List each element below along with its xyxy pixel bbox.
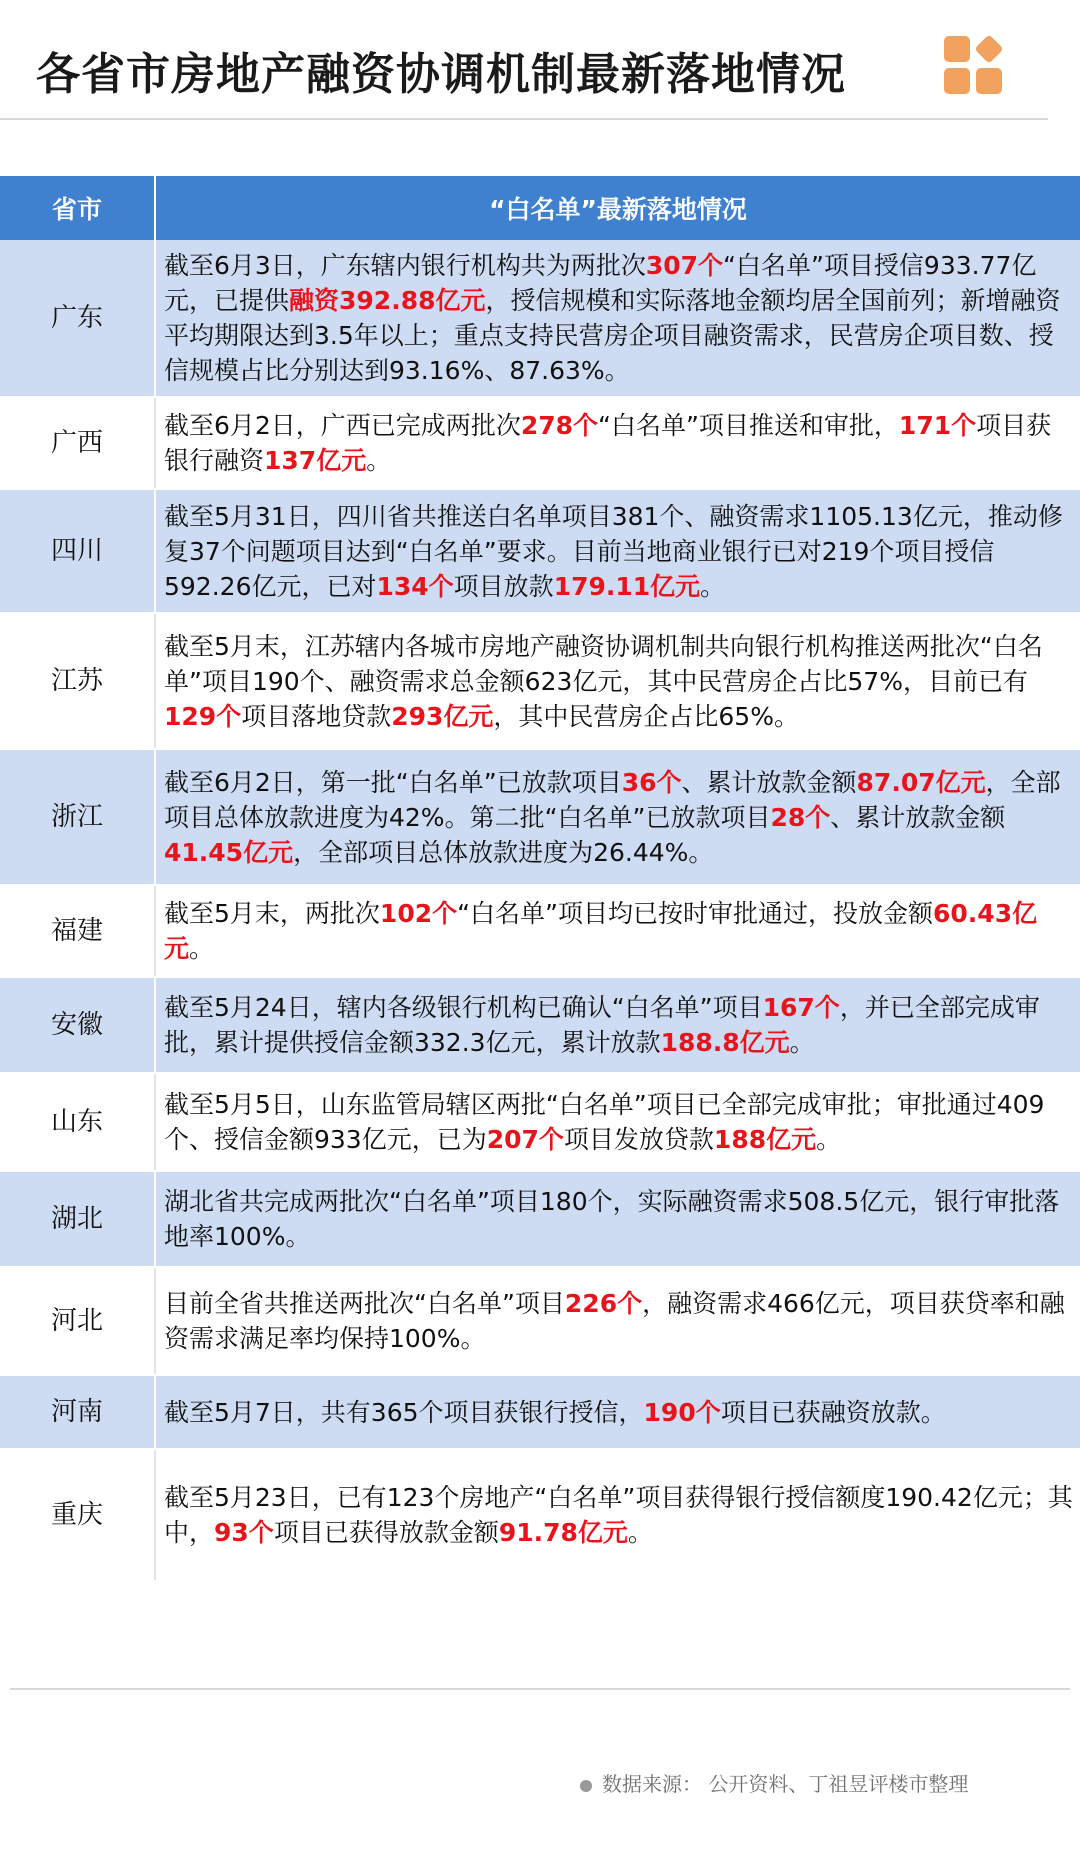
province-cell: 广东 <box>0 240 155 397</box>
status-cell <box>155 240 1080 397</box>
status-text: 项目已获得放款金额 <box>273 1518 499 1547</box>
status-text: ，融资需求466亿元，项目获贷率和融资需求满足率均保持100%。 <box>164 1289 1065 1353</box>
highlight-figure: 129个 <box>164 701 242 731</box>
status-text: 项目已获融资放款。 <box>720 1397 946 1427</box>
highlight-figure: 188亿元 <box>713 1125 817 1154</box>
province-cell: 山东 <box>0 1073 155 1171</box>
status-cell <box>155 613 1080 749</box>
status-text: 截至5月31日，四川省共推送白名单项目381个、融资需求1105.13亿元，推动修复37个问题项目达到“白名单”要求。目前当地商业银行已对219个项目授信592.26亿元，已对 <box>164 501 1063 601</box>
status-text: 目前全省共推送两批次“白名单”项目 <box>164 1289 565 1318</box>
status-text: 截至6月2日，第一批“白名单”已放款项目 <box>164 767 622 797</box>
brand-logo-icon <box>944 36 1006 96</box>
footer-divider <box>10 1688 1070 1690</box>
table-row <box>0 977 1080 1073</box>
highlight-figure: 36个 <box>621 767 682 797</box>
highlight-figure: 102个 <box>379 899 458 928</box>
status-text: ，全部项目总体放款进度为26.44%。 <box>293 837 714 867</box>
header <box>0 0 1080 120</box>
column-header-status: “白名单”最新落地情况 <box>155 176 1080 240</box>
page-title: 各省市房地产融资协调机制最新落地情况 <box>36 49 846 100</box>
highlight-figure: 307个 <box>645 251 724 280</box>
status-table <box>0 176 1080 1582</box>
table-header-row <box>0 176 1080 240</box>
status-cell <box>155 1073 1080 1171</box>
status-cell <box>155 977 1080 1073</box>
status-text: 。 <box>816 1125 842 1154</box>
table-row <box>0 240 1080 397</box>
status-text: 项目发放贷款 <box>563 1125 714 1154</box>
province-cell: 河北 <box>0 1267 155 1375</box>
status-cell <box>155 1449 1080 1581</box>
highlight-figure: 87.07亿元 <box>856 767 986 797</box>
data-source-text: 数据来源： 公开资料、丁祖昱评楼市整理 <box>602 1772 969 1796</box>
table-row <box>0 1073 1080 1171</box>
status-cell <box>155 489 1080 613</box>
highlight-figure: 171个 <box>898 411 977 440</box>
highlight-figure: 167个 <box>762 993 840 1022</box>
status-text: 截至5月23日，已有123个房地产“白名单”项目获得银行授信额度190.42亿元；其中， <box>164 1483 1073 1547</box>
status-cell <box>155 749 1080 885</box>
status-text: “白名单”项目均已按时审批通过，投放金额 <box>457 899 934 928</box>
status-text: 、累计放款金额 <box>830 802 1006 832</box>
province-cell: 四川 <box>0 489 155 613</box>
highlight-figure: 293亿元 <box>391 701 494 731</box>
province-cell: 福建 <box>0 885 155 977</box>
highlight-figure: 28个 <box>770 802 831 832</box>
highlight-figure: 207个 <box>486 1125 564 1154</box>
province-cell: 湖北 <box>0 1171 155 1267</box>
status-text: 项目落地贷款 <box>241 701 392 731</box>
table-row <box>0 749 1080 885</box>
status-text: 。 <box>789 1028 815 1057</box>
status-text: 。 <box>700 571 726 601</box>
status-text: ，其中民营房企占比65%。 <box>493 701 799 731</box>
status-text: 截至5月24日，辖内各级银行机构已确认“白名单”项目 <box>164 993 763 1022</box>
bullet-dot-icon <box>580 1780 592 1792</box>
status-text: 。 <box>189 934 215 963</box>
status-cell <box>155 1267 1080 1375</box>
status-cell <box>155 1375 1080 1449</box>
highlight-figure: 190个 <box>643 1397 721 1427</box>
status-text: “白名单”项目推送和审批， <box>598 411 899 440</box>
highlight-figure: 融资392.88亿元 <box>289 286 486 315</box>
highlight-figure: 188.8亿元 <box>660 1028 790 1057</box>
status-text: 截至5月末，两批次 <box>164 899 380 928</box>
status-text: “白名单”项目授信933.77亿元，已提供 <box>164 251 1037 315</box>
status-text: 。 <box>366 446 392 475</box>
status-text: 截至5月5日，山东监管局辖区两批“白名单”项目已全部完成审批；审批通过409个、授信金额933亿元，已为 <box>164 1090 1045 1154</box>
table-row <box>0 613 1080 749</box>
data-source-note <box>580 1768 968 1797</box>
status-text: 湖北省共完成两批次“白名单”项目180个，实际融资需求508.5亿元，银行审批落地率100%。 <box>164 1187 1060 1251</box>
status-text: 、累计放款金额 <box>681 767 857 797</box>
status-text: 截至5月末，江苏辖内各城市房地产融资协调机制共向银行机构推送两批次“白名单”项目190个、融资需求总金额623亿元，其中民营房企占比57%，目前已有 <box>164 631 1043 696</box>
province-cell: 浙江 <box>0 749 155 885</box>
province-cell: 重庆 <box>0 1449 155 1581</box>
highlight-figure: 60.43亿元 <box>164 899 1038 963</box>
highlight-figure: 41.45亿元 <box>164 837 294 867</box>
province-cell: 江苏 <box>0 613 155 749</box>
status-cell <box>155 1171 1080 1267</box>
status-text: 项目放款 <box>453 571 554 601</box>
column-header-province: 省市 <box>0 176 155 240</box>
status-text: 项目获银行融资 <box>164 411 1052 475</box>
table-row <box>0 1375 1080 1449</box>
status-text: ，全部项目总体放款进度为42%。第二批“白名单”已放款项目 <box>164 767 1061 832</box>
status-text: 截至5月7日，共有365个项目获银行授信， <box>164 1397 644 1427</box>
status-cell <box>155 397 1080 489</box>
table-row <box>0 397 1080 489</box>
title-divider <box>0 118 1048 120</box>
table-row <box>0 1171 1080 1267</box>
table-row <box>0 489 1080 613</box>
highlight-figure: 93个 <box>214 1518 274 1547</box>
province-cell: 安徽 <box>0 977 155 1073</box>
table-row <box>0 1449 1080 1581</box>
highlight-figure: 137亿元 <box>264 446 367 475</box>
status-text: 截至6月3日，广东辖内银行机构共为两批次 <box>164 251 646 280</box>
status-text: 。 <box>627 1518 653 1547</box>
status-text: 截至6月2日，广西已完成两批次 <box>164 411 521 440</box>
status-text: ，并已全部完成审批，累计提供授信金额332.3亿元，累计放款 <box>164 993 1040 1057</box>
highlight-figure: 226个 <box>564 1289 643 1318</box>
highlight-figure: 179.11亿元 <box>553 571 701 601</box>
table-row <box>0 885 1080 977</box>
highlight-figure: 278个 <box>520 411 599 440</box>
status-text: ，授信规模和实际落地金额均居全国前列；新增融资平均期限达到3.5年以上；重点支持民营房企项目融资需求，民营房企项目数、授信规模占比分别达到93.16%、87.63%。 <box>164 286 1061 385</box>
province-cell: 广西 <box>0 397 155 489</box>
status-cell <box>155 885 1080 977</box>
highlight-figure: 91.78亿元 <box>498 1518 628 1547</box>
province-cell: 河南 <box>0 1375 155 1449</box>
highlight-figure: 134个 <box>376 571 454 601</box>
table-row <box>0 1267 1080 1375</box>
